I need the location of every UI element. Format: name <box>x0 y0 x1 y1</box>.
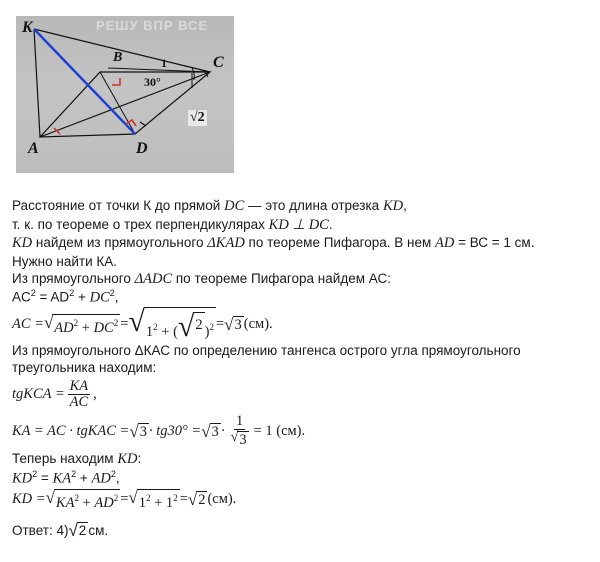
text-span: . <box>328 216 333 232</box>
text-span: AC <box>12 289 31 305</box>
math-span: tgKCA = <box>12 385 65 402</box>
math-span: · tg30° = <box>148 422 202 439</box>
text-span: по теореме Пифагора найдем АС: <box>172 270 391 286</box>
math-span: AD <box>54 319 74 336</box>
solution-line-9: треугольника находим: <box>12 359 157 375</box>
exponent: 2 <box>73 317 79 328</box>
math-dc: DC <box>89 289 110 306</box>
label-d: D <box>136 140 148 157</box>
radical-sign: √ <box>45 487 55 507</box>
sqrt-expression <box>128 307 216 342</box>
sqrt-expression <box>46 489 121 511</box>
math-perp: KD ⊥ DC <box>268 216 329 233</box>
math-span: = <box>215 316 225 333</box>
radical-sign: √ <box>177 310 195 343</box>
exponent: 2 <box>32 468 38 479</box>
sqrt-expression <box>129 423 149 440</box>
solution-line-4: Нужно найти КА. <box>12 253 117 269</box>
radicand: 3 <box>211 423 219 440</box>
radicand <box>137 489 180 511</box>
text-span: = <box>37 470 53 486</box>
fraction <box>68 379 91 410</box>
math-span: KD = <box>12 491 46 508</box>
math-span: = <box>179 491 188 508</box>
math-triangle: ΔKAD <box>207 235 245 252</box>
exponent: 2 <box>74 492 79 503</box>
answer-line <box>12 522 592 539</box>
math-span: KD <box>12 470 33 487</box>
math-kd: KD <box>12 235 33 252</box>
math-span: = 1 (см). <box>253 422 306 439</box>
label-c: C <box>213 54 224 71</box>
text-span: + <box>74 289 90 305</box>
text-span: — это длина отрезка <box>244 198 383 213</box>
label-angle: 30° <box>144 75 161 89</box>
exponent: 2 <box>71 468 77 479</box>
math-span: KA <box>55 494 75 511</box>
text-span: т. к. по теореме о трех перпендикулярах <box>12 216 269 232</box>
radicand <box>52 314 120 336</box>
exponent: 2 <box>113 317 119 328</box>
math-span: DC <box>93 319 114 336</box>
sqrt-expression <box>231 431 249 448</box>
label-one: 1 <box>161 56 167 70</box>
exponent: 2 <box>113 492 119 503</box>
radical-sign: √ <box>43 312 54 332</box>
solution-text <box>12 197 592 539</box>
radical-sign: √ <box>68 520 78 540</box>
exponent: 2 <box>173 492 178 503</box>
right-angle-mark-b <box>112 78 120 85</box>
answer-label: Ответ: 4) <box>12 522 69 538</box>
exponent: 2 <box>110 468 116 479</box>
math-span: 1 <box>145 324 154 340</box>
math-span: ) <box>204 324 210 340</box>
exponent: 2 <box>109 288 115 299</box>
solution-line-6 <box>12 288 592 307</box>
radical-sign: √ <box>128 305 145 338</box>
denominator: AC <box>69 393 89 410</box>
radicand: 2 <box>198 492 206 509</box>
radicand <box>54 489 120 511</box>
right-angle-mark-d2 <box>140 122 146 126</box>
watermark-text: РЕШУ ВПР ВСЕ <box>96 18 209 33</box>
text-span: : <box>137 451 142 467</box>
math-span: + <box>78 494 95 511</box>
radical-sign: √ <box>187 490 198 510</box>
math-span: + 1 <box>150 494 174 511</box>
sqrt-expression <box>44 314 120 336</box>
radicand: 2 <box>78 522 87 538</box>
segment-ka <box>34 29 40 137</box>
sqrt-expression <box>178 312 205 342</box>
sqrt-expression <box>128 489 179 511</box>
formula-kd <box>12 488 592 512</box>
math-kd: KD <box>117 451 138 468</box>
radical-sign: √ <box>201 421 211 441</box>
math-span: KA = AC · tgKAC = <box>12 422 130 439</box>
figure-drawing <box>16 16 234 173</box>
math-span: KA <box>52 470 72 487</box>
label-a: A <box>28 140 39 157</box>
text-span: Теперь находим <box>12 451 118 467</box>
sqrt-expression <box>68 522 88 539</box>
solution-line-5 <box>12 270 592 289</box>
formula-tg <box>12 376 592 412</box>
exponent: 2 <box>69 288 75 299</box>
radical-sign: √ <box>224 315 234 334</box>
solution-line-8: Из прямоугольного ΔКАС по определению тангенса острого угла прямоугольного <box>12 342 521 358</box>
math-span: + <box>78 319 94 336</box>
solution-line-1 <box>12 197 592 216</box>
radical-sign: √ <box>230 430 239 446</box>
radicand: 3 <box>239 432 247 449</box>
radical-sign: √ <box>129 421 139 441</box>
math-span: (см). <box>207 491 237 508</box>
label-k: K <box>22 19 33 36</box>
text-span: + <box>76 470 92 486</box>
math-triangle: ΔADC <box>134 270 173 287</box>
math-span: = <box>120 491 129 508</box>
text-span: Расстояние от точки К до прямой <box>12 198 225 213</box>
math-kd: KD <box>382 198 404 214</box>
denominator <box>229 430 251 448</box>
exponent: 2 <box>30 288 36 299</box>
formula-ac <box>12 305 592 343</box>
answer-unit: см. <box>88 522 109 538</box>
math-span: + ( <box>157 324 178 340</box>
radicand: 2 <box>193 312 204 342</box>
text-span: найдем из прямоугольного <box>32 235 208 251</box>
math-span: · <box>220 422 226 439</box>
radicand: 3 <box>139 423 147 440</box>
solution-line-13 <box>12 469 592 488</box>
label-b: B <box>113 50 123 65</box>
sqrt-expression <box>201 423 221 440</box>
exponent: 2 <box>153 322 158 333</box>
math-span: , <box>93 385 97 402</box>
sqrt-expression <box>188 491 208 508</box>
numerator: 1 <box>235 413 244 430</box>
text-span: , <box>403 198 407 213</box>
text-span: по теореме Пифагора. В нем <box>244 235 435 251</box>
exponent: 2 <box>146 492 151 503</box>
text-span: = AD <box>35 289 70 305</box>
radicand: 3 <box>234 317 242 333</box>
math-dc: DC <box>224 198 245 214</box>
text-span: Из прямоугольного <box>12 270 135 286</box>
radical-sign: √ <box>128 487 138 507</box>
diagonal-ac <box>40 72 210 137</box>
math-ad: AD <box>434 235 455 252</box>
math-span: AD <box>91 470 111 487</box>
geometry-figure <box>16 16 234 173</box>
fraction <box>229 414 251 448</box>
text-span: , <box>114 289 119 305</box>
radicand <box>144 307 216 342</box>
math-span: (см). <box>243 316 273 333</box>
text-span: , <box>115 470 120 486</box>
math-span: AD <box>94 494 114 511</box>
spacer <box>12 512 592 522</box>
formula-ka <box>12 412 592 450</box>
solution-line-2 <box>12 216 592 235</box>
exponent: 2 <box>209 322 214 333</box>
label-sqrt2: √2 <box>190 110 205 125</box>
math-span: 1 <box>138 494 146 511</box>
solution-line-12 <box>12 450 592 469</box>
text-span: = ВС = 1 см. <box>454 235 535 251</box>
sqrt-expression <box>224 316 244 333</box>
math-span: AC = <box>12 316 44 333</box>
numerator: KA <box>69 377 89 394</box>
math-span: = <box>120 316 129 333</box>
solution-line-3 <box>12 234 592 253</box>
